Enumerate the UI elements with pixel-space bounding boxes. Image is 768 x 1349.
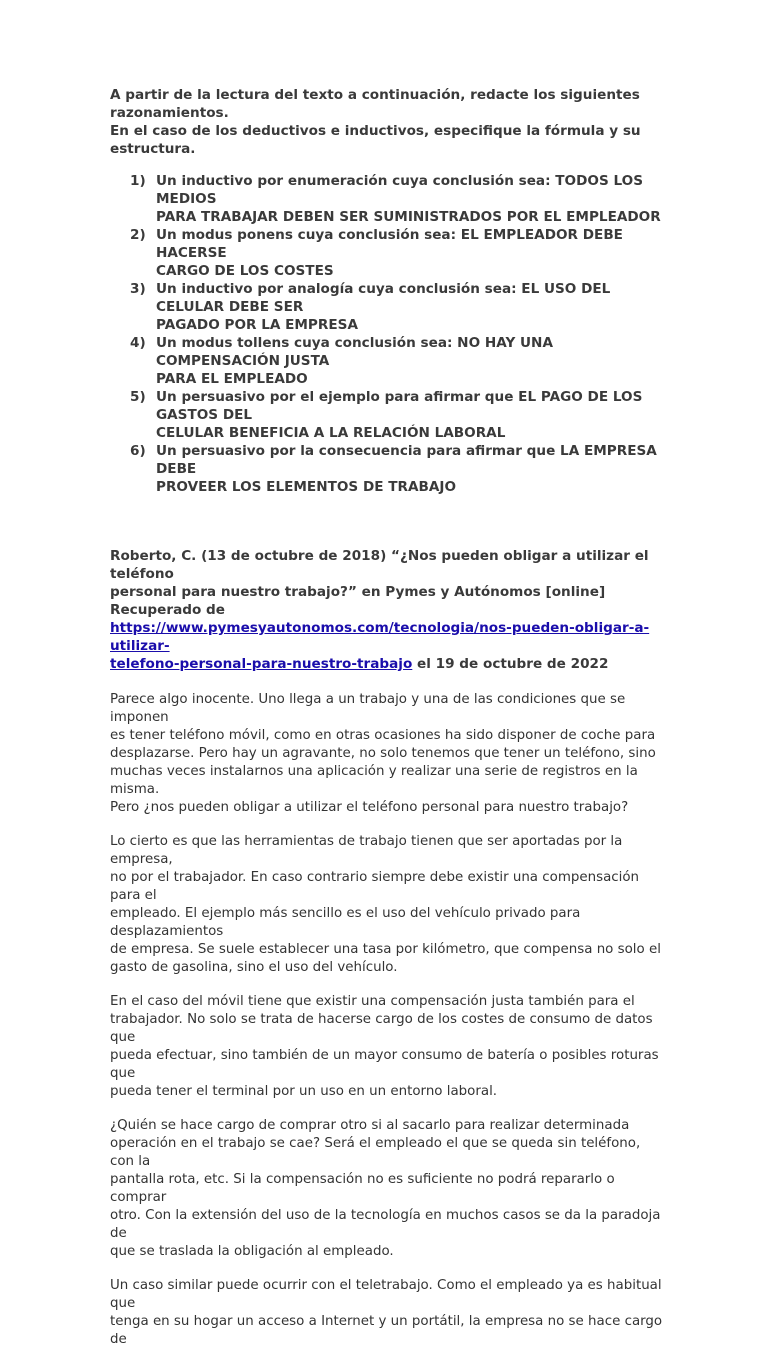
task-number: 4) [130, 335, 146, 351]
task-list [110, 172, 664, 496]
task-text-line: Un persuasivo por el ejemplo para afirmar que EL PAGO DE LOS GASTOS DEL [156, 389, 643, 423]
task-item [110, 280, 664, 334]
task-item [110, 442, 664, 496]
task-text-line: PROVEER LOS ELEMENTOS DE TRABAJO [156, 479, 457, 495]
instructions-line: En el caso de los deductivos e inductivos, especifique la fórmula y su estructura. [110, 123, 641, 157]
reference-line: Roberto, C. (13 de octubre de 2018) “¿Nos pueden obligar a utilizar el teléfono [110, 548, 649, 582]
body-paragraph [110, 691, 664, 817]
body-paragraph [110, 993, 664, 1101]
task-text-line: Un inductivo por analogía cuya conclusión sea: EL USO DEL CELULAR DEBE SER [156, 281, 611, 315]
retrieval-date: el 19 de octubre de 2022 [412, 656, 609, 672]
paragraph-line: pueda efectuar, sino también de un mayor consumo de batería o posibles roturas que [110, 1048, 659, 1081]
task-item [110, 172, 664, 226]
task-text [156, 172, 664, 226]
task-text-line: Un inductivo por enumeración cuya conclusión sea: TODOS LOS MEDIOS [156, 173, 643, 207]
paragraph-line: operación en el trabajo se cae? Será el empleado el que se queda sin teléfono, con la [110, 1136, 641, 1169]
task-number: 3) [130, 281, 146, 297]
task-text [156, 388, 664, 442]
paragraph-line: Pero ¿nos pueden obligar a utilizar el teléfono personal para nuestro trabajo? [110, 800, 629, 815]
paragraph-line: otro. Con la extensión del uso de la tecnología en muchos casos se da la paradoja de [110, 1208, 661, 1241]
instructions [110, 86, 664, 158]
paragraph-line: gasto de gasolina, sino el uso del vehículo. [110, 960, 398, 975]
task-text [156, 280, 664, 334]
paragraph-line: Parece algo inocente. Uno llega a un trabajo y una de las condiciones que se imponen [110, 692, 626, 725]
task-text-line: CARGO DE LOS COSTES [156, 263, 334, 279]
paragraph-line: ¿Quién se hace cargo de comprar otro si al sacarlo para realizar determinada [110, 1118, 630, 1133]
paragraph-line: empleado. El ejemplo más sencillo es el uso del vehículo privado para desplazamientos [110, 906, 581, 939]
paragraph-line: tenga en su hogar un acceso a Internet y un portátil, la empresa no se hace cargo de [110, 1314, 663, 1347]
task-text-line: PARA TRABAJAR DEBEN SER SUMINISTRADOS POR EL EMPLEADOR [156, 209, 661, 225]
paragraph-line: de empresa. Se suele establecer una tasa por kilómetro, que compensa no solo el [110, 942, 661, 957]
task-number: 2) [130, 227, 146, 243]
paragraph-line: no por el trabajador. En caso contrario siempre debe existir una compensación para el [110, 870, 640, 903]
task-text [156, 442, 664, 496]
task-item [110, 334, 664, 388]
paragraph-line: muchas veces instalarnos una aplicación y realizar una serie de registros en la misma. [110, 764, 638, 797]
instructions-line: A partir de la lectura del texto a continuación, redacte los siguientes razonamientos. [110, 87, 640, 121]
article-body [110, 691, 664, 1349]
task-item [110, 388, 664, 442]
reference-line: personal para nuestro trabajo?” en Pymes y Autónomos [online] Recuperado de [110, 584, 606, 618]
task-text-line: PARA EL EMPLEADO [156, 371, 308, 387]
paragraph-line: pantalla rota, etc. Si la compensación no es suficiente no podrá repararlo o comprar [110, 1172, 615, 1205]
reference-citation [110, 547, 664, 673]
paragraph-line: pueda tener el terminal por un uso en un entorno laboral. [110, 1084, 498, 1099]
task-text-line: PAGADO POR LA EMPRESA [156, 317, 358, 333]
task-text-line: CELULAR BENEFICIA A LA RELACIÓN LABORAL [156, 425, 506, 441]
paragraph-line: Lo cierto es que las herramientas de trabajo tienen que ser aportadas por la empresa, [110, 834, 623, 867]
source-link-line[interactable]: telefono-personal-para-nuestro-trabajo [110, 656, 413, 672]
task-item [110, 226, 664, 280]
paragraph-line: desplazarse. Pero hay un agravante, no solo tenemos que tener un teléfono, sino [110, 746, 656, 761]
task-text [156, 334, 664, 388]
paragraph-line: trabajador. No solo se trata de hacerse cargo de los costes de consumo de datos que [110, 1012, 653, 1045]
paragraph-line: es tener teléfono móvil, como en otras ocasiones ha sido disponer de coche para [110, 728, 656, 743]
task-text-line: Un modus tollens cuya conclusión sea: NO HAY UNA COMPENSACIÓN JUSTA [156, 335, 553, 369]
task-text-line: Un persuasivo por la consecuencia para afirmar que LA EMPRESA DEBE [156, 443, 657, 477]
task-number: 5) [130, 389, 146, 405]
source-link-line[interactable]: https://www.pymesyautonomos.com/tecnologia/nos-pueden-obligar-a-utilizar- [110, 620, 650, 654]
body-paragraph [110, 1117, 664, 1261]
body-paragraph [110, 833, 664, 977]
task-number: 6) [130, 443, 146, 459]
body-paragraph [110, 1277, 664, 1349]
task-text-line: Un modus ponens cuya conclusión sea: EL EMPLEADOR DEBE HACERSE [156, 227, 623, 261]
paragraph-line: En el caso del móvil tiene que existir una compensación justa también para el [110, 994, 635, 1009]
paragraph-line: Un caso similar puede ocurrir con el teletrabajo. Como el empleado ya es habitual que [110, 1278, 662, 1311]
paragraph-line: que se traslada la obligación al empleado. [110, 1244, 394, 1259]
task-number: 1) [130, 173, 146, 189]
task-text [156, 226, 664, 280]
